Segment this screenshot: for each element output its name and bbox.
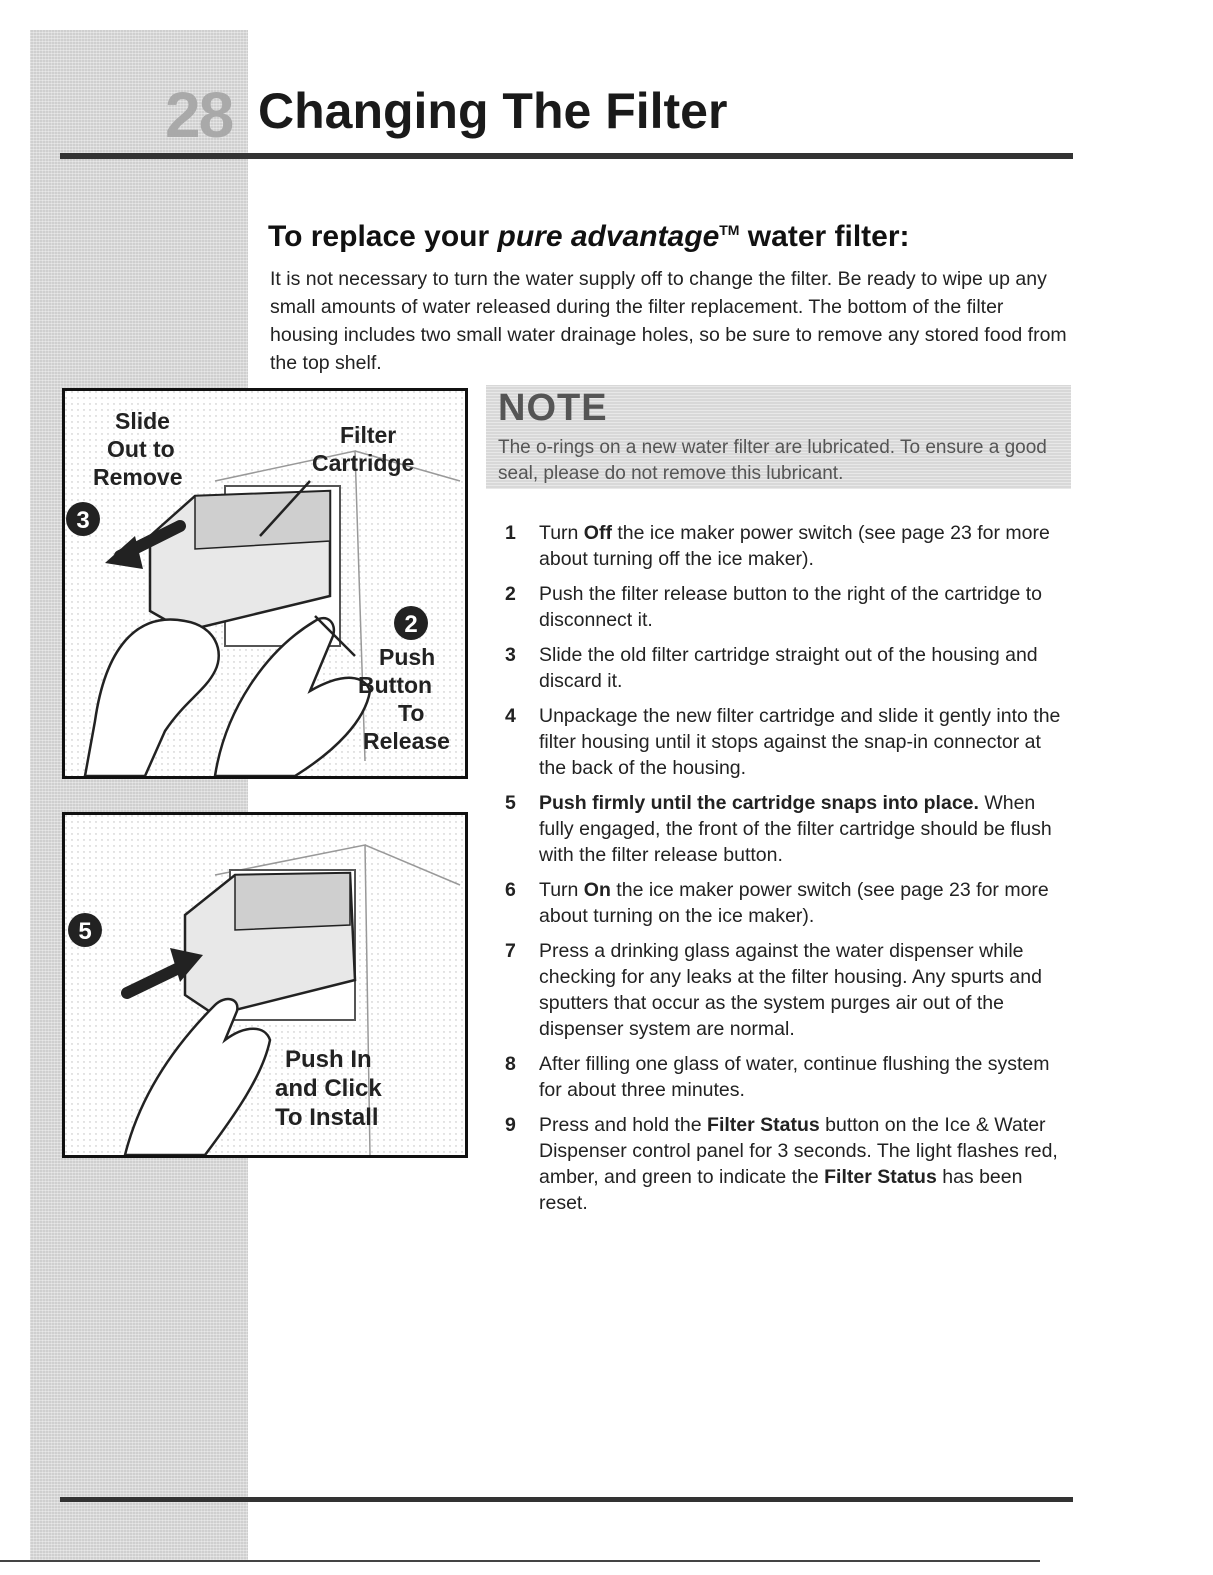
label-to-install: To Install xyxy=(275,1104,379,1131)
step-text: When fully engaged, the front of the filter cartridge should be flush with the filter release button. xyxy=(539,792,1052,866)
step-4 xyxy=(505,703,1065,781)
step-text: Press a drinking glass against the water dispenser while checking for any leaks at the filter housing. Any spurts and sputters that occur as the system purges air out of the dispenser system are normal. xyxy=(539,940,1042,1040)
step-text: button on the Ice & Water Dispenser control panel for 3 seconds. The light flashes red, amber, and green to indicate the xyxy=(539,1114,1058,1188)
label-push-in: Push In xyxy=(285,1046,372,1073)
label-push: Push xyxy=(379,644,436,670)
step-3 xyxy=(505,642,1065,694)
step-text: Push the filter release button to the right of the cartridge to disconnect it. xyxy=(539,583,1042,631)
heading-suffix: water filter: xyxy=(739,220,910,253)
header-rule xyxy=(60,153,1073,159)
step-number: 6 xyxy=(505,879,516,901)
step-bold: On xyxy=(583,879,611,901)
step-1 xyxy=(505,520,1065,572)
label-button: Button xyxy=(358,672,433,698)
step-text: has been reset. xyxy=(539,1166,1023,1214)
step-text: Slide the old filter cartridge straight out of the housing and discard it. xyxy=(539,644,1038,692)
step-6 xyxy=(505,877,1065,929)
step-number: 7 xyxy=(505,940,516,962)
footer-rule xyxy=(60,1497,1073,1502)
page-title: Changing The Filter xyxy=(258,83,728,139)
label-to: To xyxy=(398,700,425,726)
page-number: 28 xyxy=(165,79,233,151)
heading-prefix: To replace your xyxy=(268,220,498,253)
step-text: the ice maker power switch (see page 23 for more about turning off the ice maker). xyxy=(539,522,1050,570)
badge-2: 2 xyxy=(404,611,418,638)
step-number: 2 xyxy=(505,583,516,605)
step-5 xyxy=(505,790,1065,868)
note-box xyxy=(486,385,1071,489)
install-filter-illustration xyxy=(62,812,468,1158)
badge-3: 3 xyxy=(76,507,90,534)
step-text: Press and hold the xyxy=(539,1114,708,1136)
section-heading xyxy=(268,220,910,254)
sidebar-band xyxy=(30,30,248,1560)
step-text: the ice maker power switch (see page 23 for more about turning on the ice maker). xyxy=(539,879,1049,927)
step-8 xyxy=(505,1051,1065,1103)
step-7 xyxy=(505,938,1065,1042)
label-release: Release xyxy=(363,728,450,754)
note-text: The o-rings on a new water filter are lubricated. To ensure a good seal, please do not remove this lubricant. xyxy=(498,437,1047,484)
step-bold: Off xyxy=(583,522,612,544)
step-bold: Filter Status xyxy=(824,1166,937,1188)
step-bold: Push firmly until the cartridge snaps into place. xyxy=(539,792,979,814)
label-remove: Remove xyxy=(93,464,183,490)
step-number: 4 xyxy=(505,705,516,727)
heading-trademark: TM xyxy=(719,222,740,238)
step-2 xyxy=(505,581,1065,633)
label-cartridge: Cartridge xyxy=(312,450,415,476)
heading-brand: pure advantage xyxy=(497,220,720,253)
step-text: Unpackage the new filter cartridge and slide it gently into the filter housing until it stops against the snap-in connector at the back of the housing. xyxy=(539,705,1061,779)
label-filter: Filter xyxy=(340,422,397,448)
intro-paragraph: It is not necessary to turn the water supply off to change the filter. Be ready to wipe up any small amounts of water released during the filter replacement. The bottom of the filter housing includes two small water drainage holes, so be sure to remove any stored food from the top shelf. xyxy=(270,268,1067,374)
steps-list xyxy=(505,520,1065,1225)
step-9 xyxy=(505,1112,1065,1216)
step-bold: Filter Status xyxy=(707,1114,820,1136)
step-number: 5 xyxy=(505,792,516,814)
label-out-to: Out to xyxy=(107,436,175,462)
note-title: NOTE xyxy=(498,387,608,429)
label-and-click: and Click xyxy=(275,1075,382,1102)
badge-5: 5 xyxy=(78,918,92,945)
step-number: 8 xyxy=(505,1053,516,1075)
remove-filter-illustration xyxy=(62,388,468,779)
step-number: 1 xyxy=(505,522,516,544)
label-slide: Slide xyxy=(115,408,170,434)
step-number: 3 xyxy=(505,644,516,666)
step-text: Turn xyxy=(539,879,584,901)
step-text: After filling one glass of water, continue flushing the system for about three minutes. xyxy=(539,1053,1050,1101)
step-number: 9 xyxy=(505,1114,516,1136)
page-edge-line xyxy=(0,1560,1040,1562)
step-text: Turn xyxy=(539,522,584,544)
